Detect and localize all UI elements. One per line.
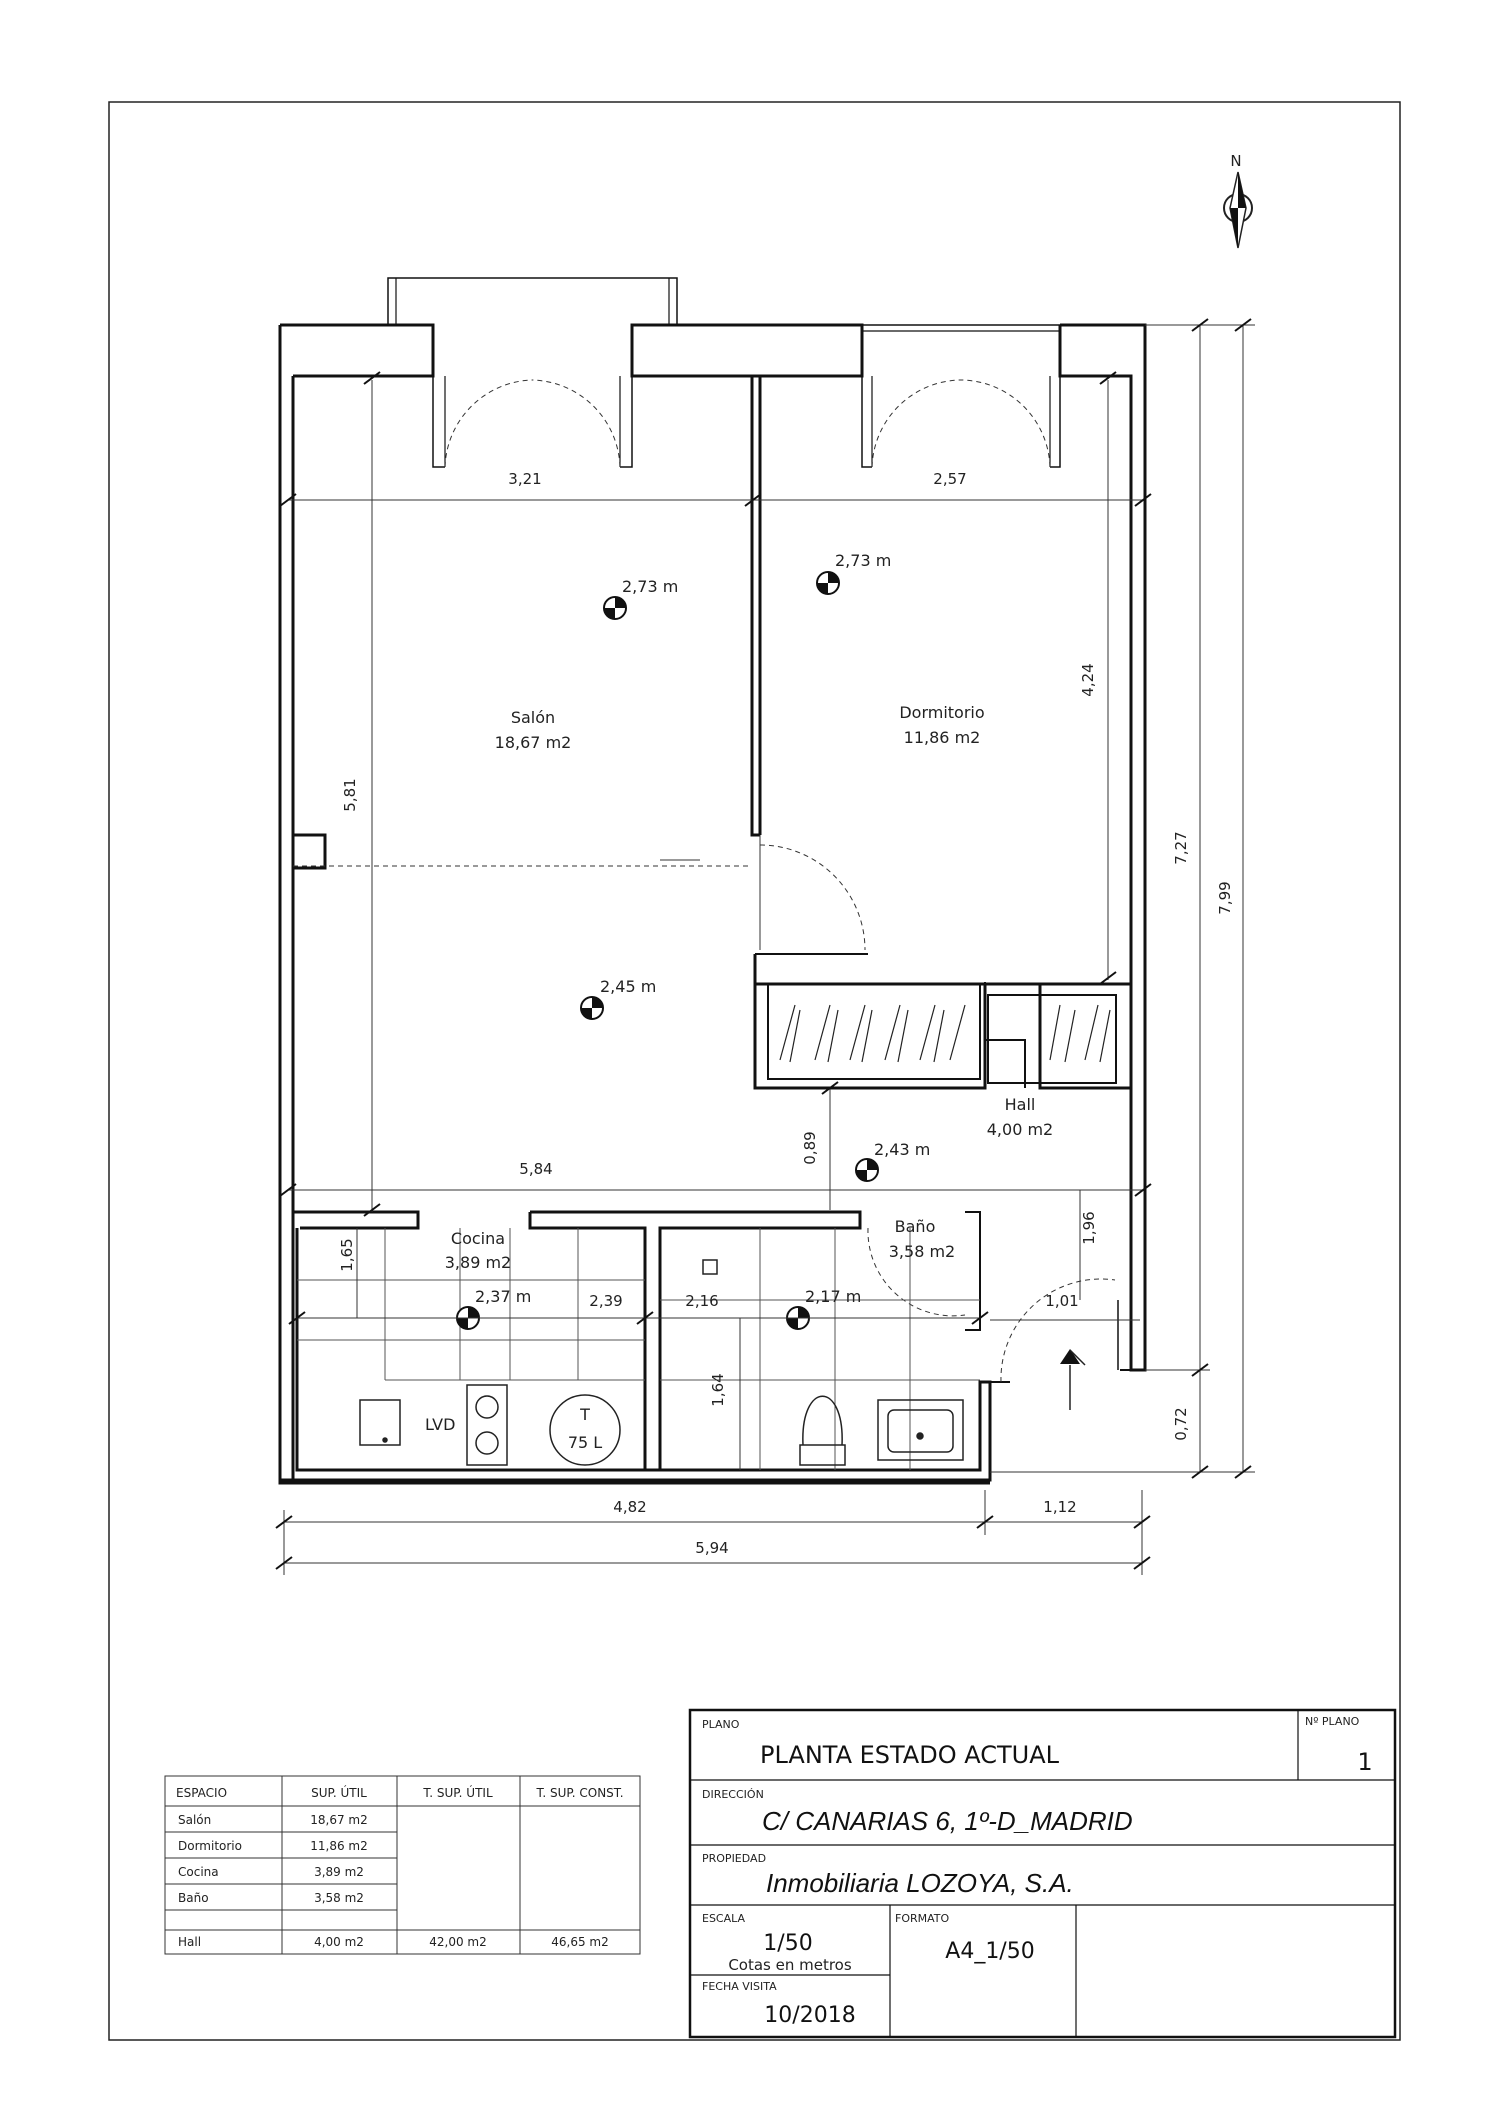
plano-label: PLANO <box>702 1718 740 1731</box>
dim-bottom-total: 5,94 <box>695 1539 729 1557</box>
dimension-lines <box>284 325 1255 1575</box>
dim-cocina-depth: 1,65 <box>338 1238 356 1272</box>
height-bano: 2,17 m <box>805 1287 862 1306</box>
window-swings <box>293 380 1115 1382</box>
propiedad-value: Inmobiliaria LOZOYA, S.A. <box>766 1868 1074 1898</box>
table-cell-area: 4,00 m2 <box>314 1935 364 1949</box>
table-cell-area: 18,67 m2 <box>310 1813 368 1827</box>
escala-label: ESCALA <box>702 1912 746 1925</box>
table-cell-area: 3,89 m2 <box>314 1865 364 1879</box>
height-salon: 2,73 m <box>622 577 679 596</box>
room-cocina-area: 3,89 m2 <box>444 1253 512 1272</box>
level-markers <box>457 572 878 1329</box>
table-cell-space: Dormitorio <box>178 1839 242 1853</box>
fecha-value: 10/2018 <box>764 2003 856 2028</box>
height-dormitorio: 2,73 m <box>835 551 892 570</box>
table-cell-space: Hall <box>178 1935 202 1949</box>
table-header-espacio: ESPACIO <box>176 1786 228 1800</box>
room-bano-name: Baño <box>894 1217 936 1236</box>
escala-value: 1/50 <box>763 1931 813 1956</box>
dim-total-depth: 7,99 <box>1216 881 1234 915</box>
fecha-label: FECHA VISITA <box>702 1980 777 1993</box>
nplano-label: Nº PLANO <box>1305 1715 1360 1728</box>
toilet-icon <box>803 1396 842 1445</box>
dim-dormitorio-width: 2,57 <box>933 470 967 488</box>
room-cocina-name: Cocina <box>450 1229 506 1248</box>
table-header-total-util: T. SUP. ÚTIL <box>423 1786 493 1800</box>
room-bano-area: 3,58 m2 <box>888 1242 956 1261</box>
entrance-arrow-icon <box>1060 1349 1085 1410</box>
room-hall-area: 4,00 m2 <box>986 1120 1054 1139</box>
heater-label: T <box>580 1405 590 1424</box>
washer-icon <box>360 1400 400 1445</box>
dim-bano-depth: 1,64 <box>709 1373 727 1407</box>
table-cell-space: Salón <box>178 1813 212 1827</box>
table-cell-space: Cocina <box>178 1865 219 1879</box>
room-salon-area: 18,67 m2 <box>494 733 572 752</box>
formato-label: FORMATO <box>895 1912 950 1925</box>
dimension-ticks <box>276 319 1251 1569</box>
dim-hall-gap: 0,89 <box>801 1131 819 1165</box>
table-cell-space: Baño <box>178 1891 209 1905</box>
dim-entry-depth: 0,72 <box>1172 1407 1190 1441</box>
formato-value: A4_1/50 <box>945 1939 1035 1964</box>
plano-value: PLANTA ESTADO ACTUAL <box>760 1741 1059 1769</box>
kitchen-fixtures <box>360 1385 620 1465</box>
lvd-label: LVD <box>425 1415 456 1434</box>
cooktop-icon <box>467 1385 507 1465</box>
room-salon-name: Salón <box>510 708 556 727</box>
room-dormitorio-area: 11,86 m2 <box>903 728 981 747</box>
toilet-tank-icon <box>800 1445 845 1465</box>
propiedad-label: PROPIEDAD <box>702 1852 767 1865</box>
dim-hall-width: 1,01 <box>1045 1292 1079 1310</box>
dim-dormitorio-depth: 4,24 <box>1079 663 1097 697</box>
heater-capacity: 75 L <box>567 1433 603 1452</box>
height-cocina: 2,37 m <box>475 1287 532 1306</box>
table-header-sup-util: SUP. ÚTIL <box>311 1786 367 1800</box>
dim-inner-depth: 7,27 <box>1172 831 1190 865</box>
height-salon-low: 2,45 m <box>600 977 657 996</box>
room-hall-name: Hall <box>1004 1095 1036 1114</box>
dim-salon-width: 3,21 <box>508 470 542 488</box>
table-total-const: 46,65 m2 <box>551 1935 609 1949</box>
table-cell-area: 11,86 m2 <box>310 1839 368 1853</box>
dim-hall-depth: 1,96 <box>1080 1211 1098 1245</box>
table-header-total-const: T. SUP. CONST. <box>536 1786 624 1800</box>
dim-bottom-left: 4,82 <box>613 1498 647 1516</box>
north-arrow-icon <box>1224 152 1252 248</box>
direccion-value: C/ CANARIAS 6, 1º-D_MADRID <box>762 1806 1133 1836</box>
escala-note: Cotas en metros <box>728 1956 852 1974</box>
shower-drain-icon <box>703 1260 717 1274</box>
table-cell-area: 3,58 m2 <box>314 1891 364 1905</box>
table-total-util: 42,00 m2 <box>429 1935 487 1949</box>
dim-salon-bottom-width: 5,84 <box>519 1160 553 1178</box>
dim-bano-width: 2,16 <box>685 1292 719 1310</box>
area-table <box>165 1776 640 1954</box>
nplano-value: 1 <box>1357 1748 1373 1776</box>
dim-salon-depth: 5,81 <box>341 778 359 812</box>
north-label: N <box>1230 152 1242 170</box>
room-dormitorio-name: Dormitorio <box>899 703 985 722</box>
direccion-label: DIRECCIÓN <box>702 1788 764 1801</box>
dim-bottom-right: 1,12 <box>1043 1498 1077 1516</box>
wardrobe-hangers <box>780 1005 1110 1062</box>
dim-cocina-width: 2,39 <box>589 1292 623 1310</box>
height-hall: 2,43 m <box>874 1140 931 1159</box>
